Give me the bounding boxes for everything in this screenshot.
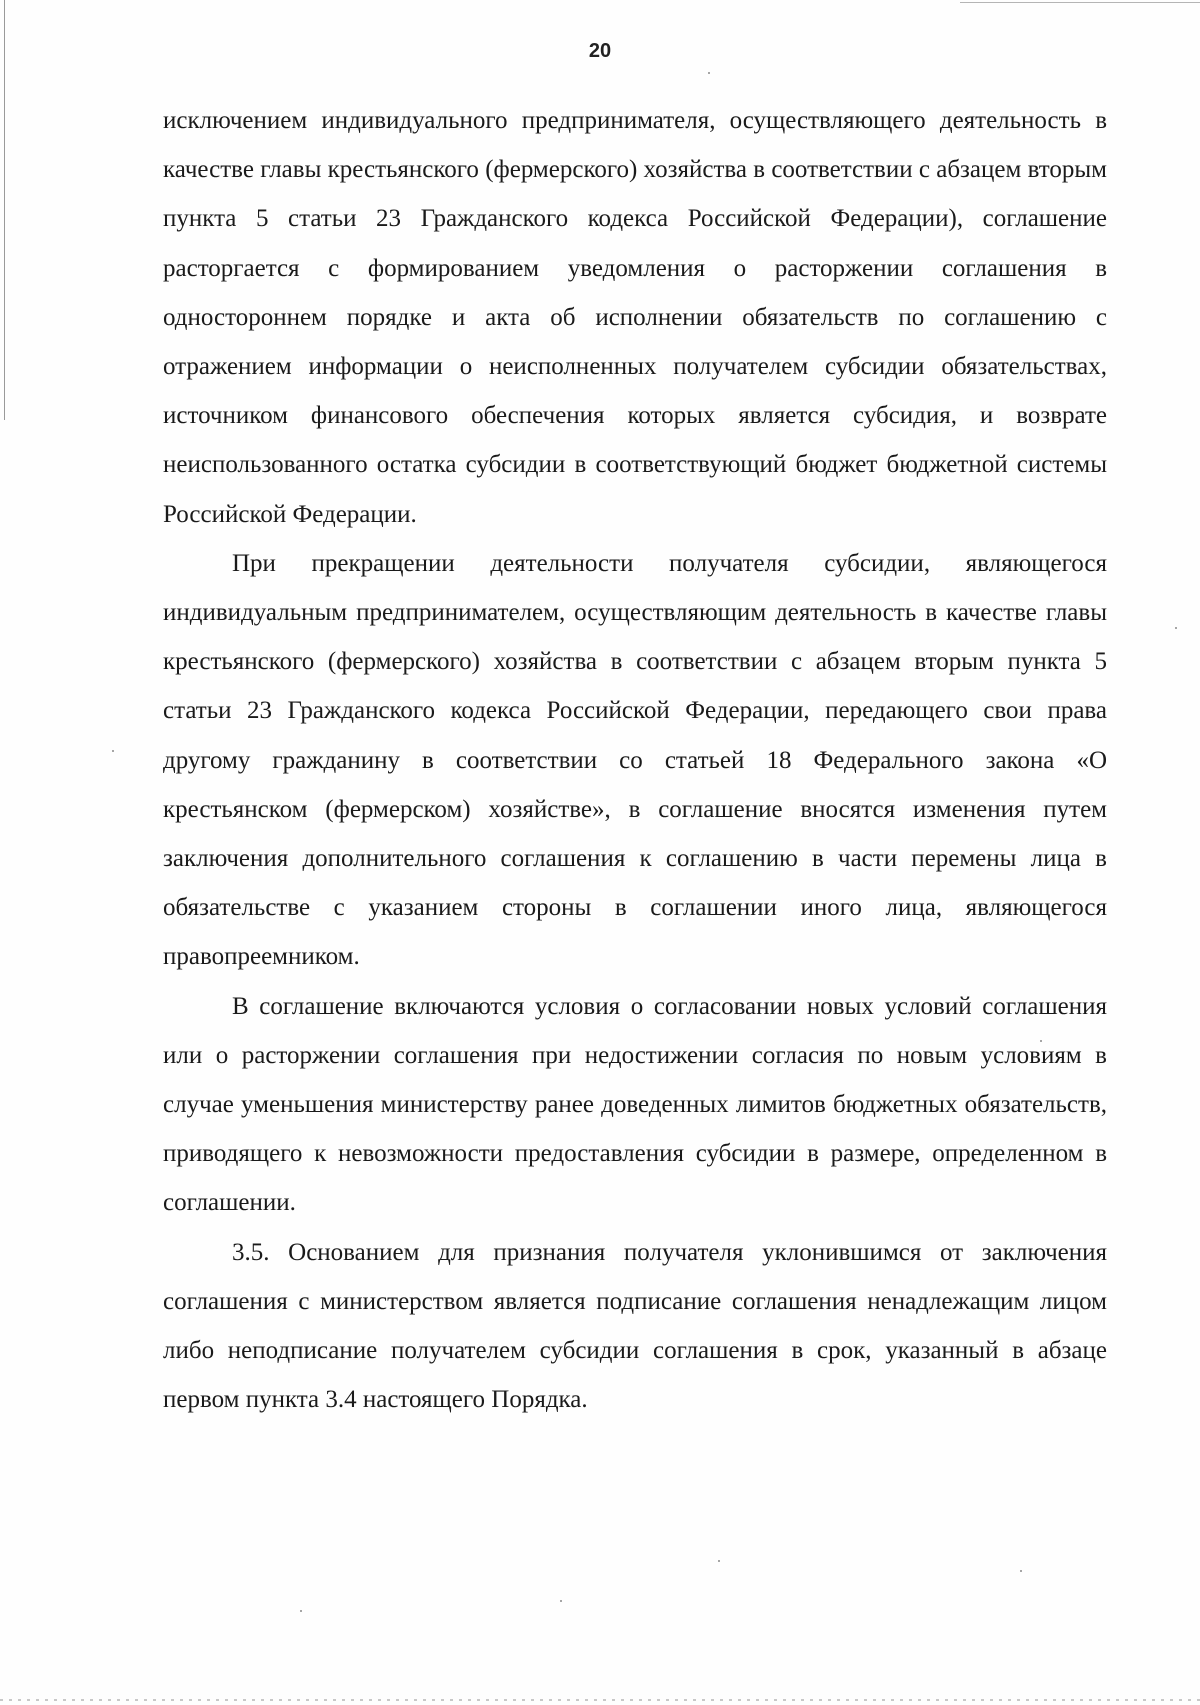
scan-speck (560, 1600, 562, 1602)
paragraph-clause-3-5: 3.5. Основанием для признания получателя уклонившимся от заключения соглашения с министерством является подписание соглашения ненадлежащим лицом либо неподписание получателем субсидии соглашения в срок, указанный в абзаце первом пункта 3.4 настоящего Порядка. (163, 1238, 1107, 1414)
scan-speck (1040, 1040, 1042, 1042)
page-number: 20 (588, 40, 612, 62)
scan-bottom-noise (0, 1699, 1200, 1701)
scan-speck (300, 1610, 302, 1612)
scan-edge-line (960, 2, 1200, 3)
scan-edge-line (4, 0, 5, 420)
scan-speck (1175, 627, 1177, 629)
document-body (163, 96, 1107, 1424)
paragraph-continuation: исключением индивидуального предпринимателя, осуществляющего деятельность в качестве главы крестьянского (фермерского) хозяйства в соответствии с абзацем вторым пункта 5 статьи 23 Гражданского кодекса Российской Федерации), соглашение расторгается с формированием уведомления о расторжении соглашения в одностороннем порядке и акта об исполнении обязательств по соглашению с отражением информации о неисполненных получателем субсидии обязательствах, источником финансового обеспечения которых является субсидия, и возврате неиспользованного остатка субсидии в соответствующий бюджет бюджетной системы Российской Федерации. (163, 107, 1107, 528)
scan-speck (112, 750, 114, 752)
paragraph-agreement-conditions: В соглашение включаются условия о согласовании новых условий соглашения или о расторжении соглашения при недостижении согласия по новым условиям в случае уменьшения министерству ранее доведенных лимитов бюджетных обязательств, приводящего к невозможности предоставления субсидии в размере, определенном в соглашении. (163, 992, 1107, 1217)
scan-speck (718, 1560, 720, 1562)
scan-speck (1020, 1570, 1022, 1572)
paragraph-individual-entrepreneur: При прекращении деятельности получателя субсидии, являющегося индивидуальным предпринимателем, осуществляющим деятельность в качестве главы крестьянского (фермерского) хозяйства в соответствии с абзацем вторым пункта 5 статьи 23 Гражданского кодекса Российской Федерации, передающего свои права другому гражданину в соответствии со статьей 18 Федерального закона «О крестьянском (фермерском) хозяйстве», в соглашение вносятся изменения путем заключения дополнительного соглашения к соглашению в части перемены лица в обязательстве с указанием стороны в соглашении иного лица, являющегося правопреемником. (163, 549, 1107, 971)
scan-speck (708, 72, 710, 74)
